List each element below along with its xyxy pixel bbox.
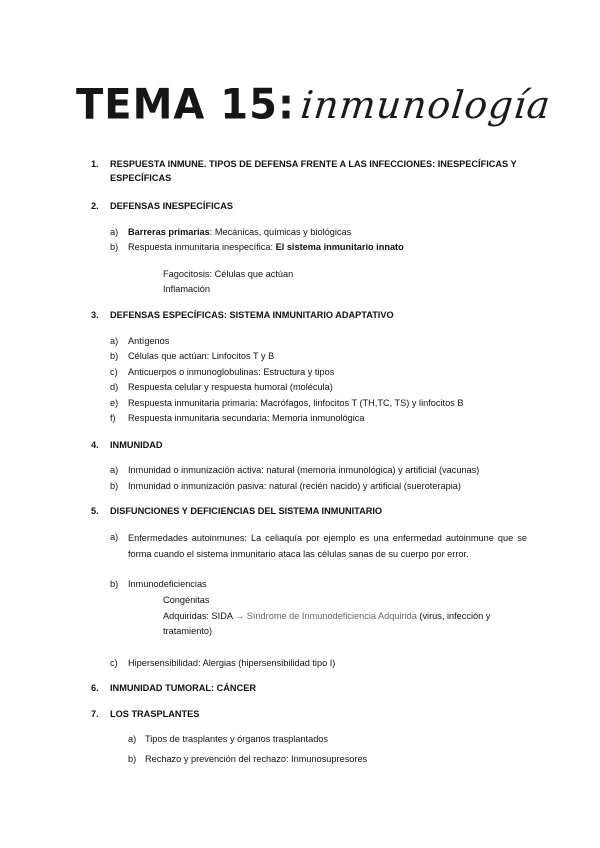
section-5-item-b-congenitas: Congénitas	[163, 595, 210, 605]
section-1-title: RESPUESTA INMUNE. TIPOS DE DEFENSA FRENTE A LAS INFECCIONES: INESPECÍFICAS Y	[110, 159, 517, 169]
adquiridas-label: Adquiridas: SIDA	[163, 611, 236, 621]
section-2-subitem-2: Inflamación	[163, 284, 210, 294]
section-7-title: LOS TRASPLANTES	[110, 709, 200, 719]
section-5-item-b-adquiridas	[163, 610, 490, 623]
document-title	[76, 82, 551, 132]
section-2-item-a-bold: Barreras primarias	[128, 227, 210, 237]
section-2-subitem-1: Fagocitosis: Células que actúan	[163, 269, 294, 279]
title-script: inmunología	[298, 83, 553, 127]
section-3-item-a-letter: a)	[110, 336, 119, 346]
section-3-item-b-letter: b)	[110, 351, 119, 361]
section-2-number: 2.	[91, 201, 99, 211]
section-6-title: INMUNIDAD TUMORAL: CÁNCER	[110, 683, 256, 693]
section-4-item-a: Inmunidad o inmunización activa: natural (memoria inmunológica) y artificial (vacunas)	[128, 465, 480, 475]
section-3-title: DEFENSAS ESPECÍFICAS: SISTEMA INMUNITARIO ADAPTATIVO	[110, 310, 394, 320]
section-2-item-b-bold: El sistema inmunitario innato	[275, 242, 404, 252]
section-2-item-b-plain: Respuesta inmunitaria inespecífica:	[128, 242, 276, 252]
section-7-number: 7.	[91, 709, 99, 719]
section-5-item-c-letter: c)	[110, 658, 118, 668]
section-6-number: 6.	[91, 683, 99, 693]
section-4-item-b: Inmunidad o inmunización pasiva: natural (recién nacido) y artificial (sueroterapia)	[128, 481, 461, 491]
section-5-number: 5.	[91, 506, 99, 516]
section-2-item-b-letter: b)	[110, 242, 119, 252]
section-2-item-a-rest: : Mecánicas, químicas y biológicas	[209, 227, 352, 237]
section-2-title: DEFENSAS INESPECÍFICAS	[110, 201, 234, 211]
section-3-item-c-letter: c)	[110, 367, 118, 377]
section-5-title: DISFUNCIONES Y DEFICIENCIAS DEL SISTEMA INMUNITARIO	[110, 506, 383, 516]
section-3-item-f-letter: f)	[110, 413, 116, 423]
section-7-item-b-letter: b)	[128, 754, 137, 764]
section-3-item-c: Anticuerpos o inmunoglobulinas: Estructura y tipos	[128, 367, 335, 377]
section-3-item-d-letter: d)	[110, 382, 119, 392]
section-4-item-b-letter: b)	[110, 481, 119, 491]
section-3-item-d: Respuesta celular y respuesta humoral (molécula)	[128, 382, 333, 392]
adquiridas-rest: (virus, infección y	[416, 611, 491, 621]
section-5-item-b: Inmunodeficiencias	[128, 579, 207, 589]
section-3-item-f: Respuesta inmunitaria secundaria: Memoria inmunológica	[128, 413, 365, 423]
section-5-item-b-letter: b)	[110, 579, 119, 589]
section-2-item-a	[128, 226, 351, 239]
section-7-item-a: Tipos de trasplantes y órganos trasplantados	[145, 734, 329, 744]
section-7-item-b: Rechazo y prevención del rechazo: Inmunosupresores	[145, 754, 368, 764]
section-4-number: 4.	[91, 440, 99, 450]
section-5-item-c: Hipersensibilidad: Alergias (hipersensibilidad tipo I)	[128, 658, 336, 668]
section-3-item-e: Respuesta inmunitaria primaria: Macrófagos, linfocitos T (TH,TC, TS) y linfocitos B	[128, 398, 464, 408]
section-2-item-a-letter: a)	[110, 227, 119, 237]
section-4-item-a-letter: a)	[110, 465, 119, 475]
section-3-number: 3.	[91, 310, 99, 320]
section-5-item-b-adquiridas-cont: tratamiento)	[163, 626, 213, 636]
title-main: TEMA 15:	[76, 80, 295, 130]
section-1-title-cont: ESPECÍFICAS	[110, 173, 172, 183]
section-3-item-a: Antígenos	[128, 336, 170, 346]
section-3-item-e-letter: e)	[110, 398, 119, 408]
section-3-item-b: Células que actúan: Linfocitos T y B	[128, 351, 275, 361]
section-5-item-a: Enfermedades autoinmunes: La celiaquía por ejemplo es una enfermedad autoinmune que se forma cuando el sistema inmunitario ataca las células sanas de su cuerpo por error.	[128, 533, 527, 559]
section-1-number: 1.	[91, 159, 99, 169]
sida-definition: → Síndrome de Inmunodeficiencia Adquirida	[235, 611, 417, 621]
section-7-item-a-letter: a)	[128, 734, 137, 744]
section-4-title: INMUNIDAD	[110, 440, 163, 450]
section-2-item-b	[128, 241, 404, 254]
section-5-item-a-letter: a)	[110, 532, 119, 542]
